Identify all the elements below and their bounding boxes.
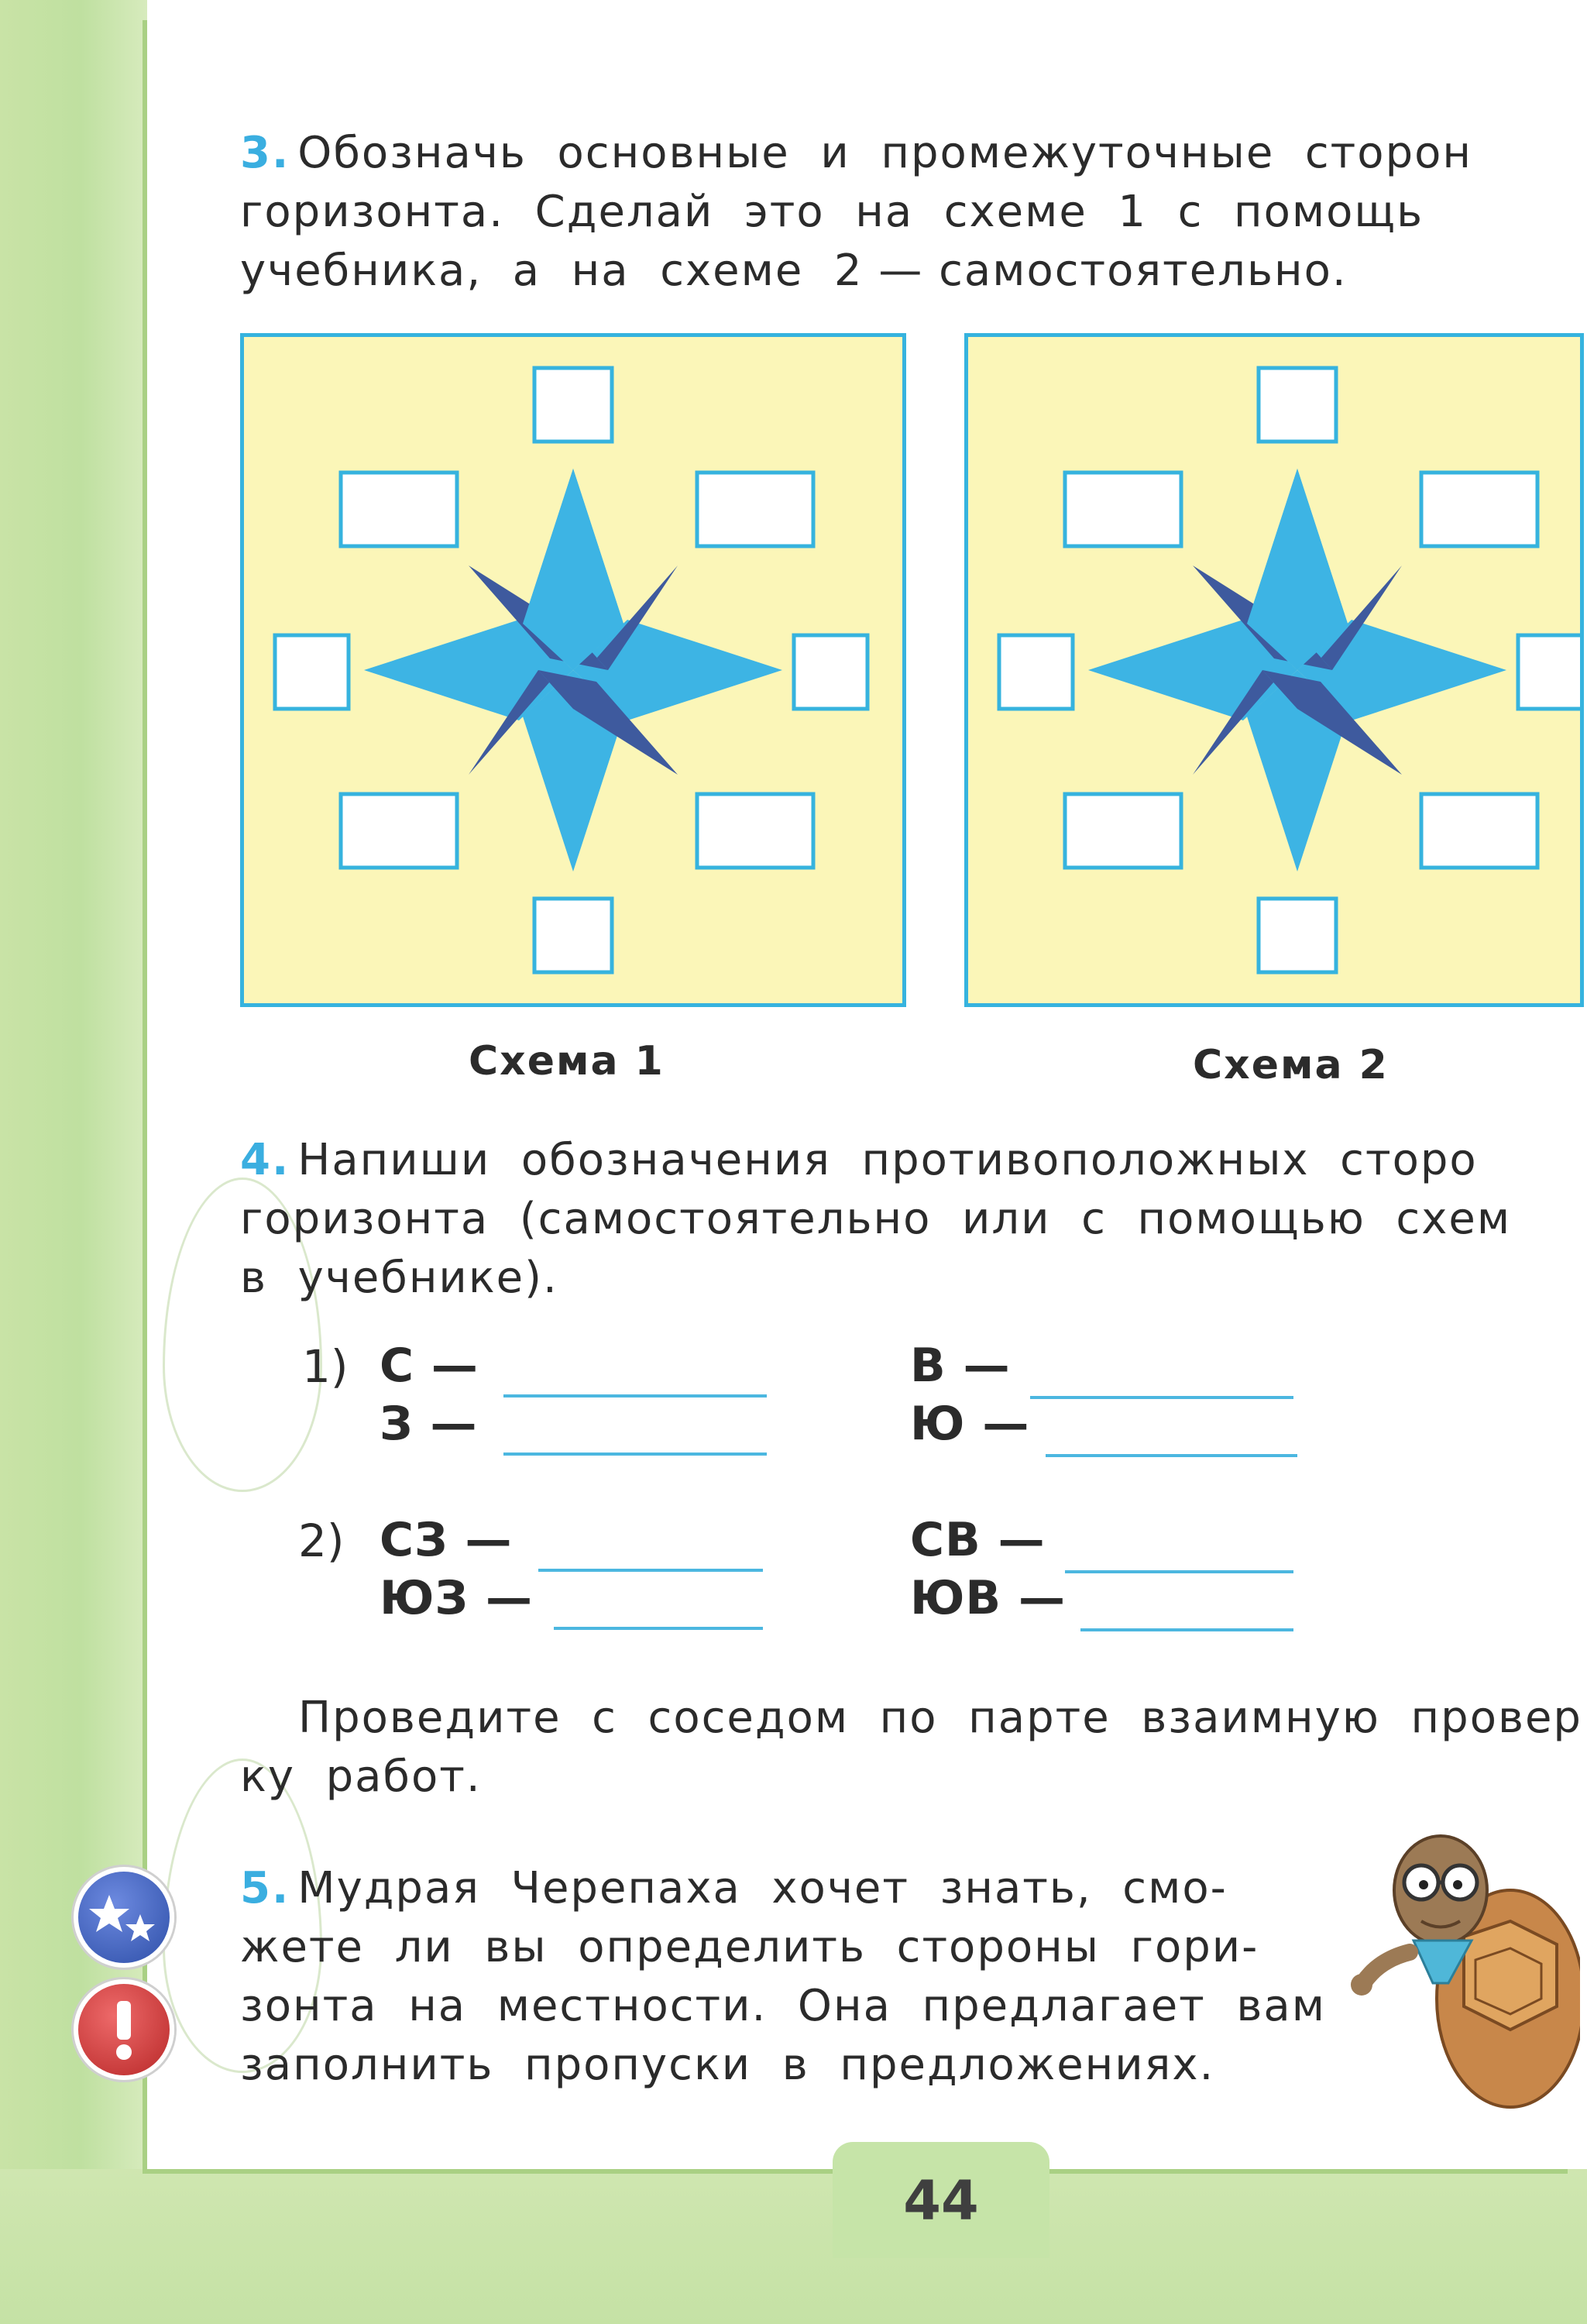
stars-badge-icon <box>74 1867 174 1968</box>
page-number: 44 <box>903 2169 979 2233</box>
task-4-text <box>240 1131 1511 1308</box>
task-line: горизонта. Сделай это на схеме 1 с помощь <box>240 187 1424 237</box>
answer-line-southeast[interactable] <box>1080 1628 1293 1631</box>
answer-line-east[interactable] <box>1030 1396 1293 1399</box>
label-box-southeast[interactable] <box>697 794 813 868</box>
scheme-1 <box>240 333 906 1007</box>
task-line: зонта на местности. Она предлагает вам <box>240 1981 1326 2031</box>
label-box-west[interactable] <box>275 635 349 709</box>
task-line: Мудрая Черепаха хочет знать, смо- <box>297 1863 1228 1913</box>
label-box-northeast[interactable] <box>1421 473 1537 546</box>
scheme-2-caption: Схема 2 <box>1193 1042 1389 1088</box>
answer-line-northeast[interactable] <box>1065 1570 1293 1573</box>
label-box-west[interactable] <box>999 635 1073 709</box>
direction-label-northeast: СВ — <box>910 1513 1046 1567</box>
direction-label-west: З — <box>380 1397 478 1451</box>
scheme-2 <box>964 333 1584 1007</box>
item-number: 2) <box>298 1514 345 1567</box>
task-line: в учебнике). <box>240 1253 558 1303</box>
task-number: 5. <box>240 1863 290 1913</box>
task-line: жете ли вы определить стороны гори- <box>240 1922 1259 1972</box>
answer-line-northwest[interactable] <box>538 1569 763 1572</box>
left-margin-band <box>0 0 147 2324</box>
task-line: ку работ. <box>240 1752 482 1802</box>
task-line: Напиши обозначения противоположных сторо <box>297 1135 1478 1185</box>
direction-label-southeast: ЮВ — <box>910 1571 1067 1625</box>
answer-line-west[interactable] <box>503 1452 767 1456</box>
label-box-southeast[interactable] <box>1421 794 1537 868</box>
exclamation-badge-icon <box>74 1979 174 2080</box>
label-box-southwest[interactable] <box>341 794 457 868</box>
answer-line-south[interactable] <box>1046 1454 1297 1457</box>
task-line: Проведите с соседом по парте взаимную провер <box>298 1693 1582 1743</box>
answer-line-north[interactable] <box>503 1394 767 1397</box>
task-5-text <box>240 1859 1326 2095</box>
task-line: заполнить пропуски в предложениях. <box>240 2040 1215 2090</box>
task-line: Обозначь основные и промежуточные сторон <box>297 128 1472 178</box>
bottom-band <box>0 2169 1587 2324</box>
direction-label-northwest: СЗ — <box>380 1513 513 1567</box>
label-box-south[interactable] <box>1259 899 1336 972</box>
item-number: 1) <box>302 1340 349 1393</box>
label-box-northeast[interactable] <box>697 473 813 546</box>
compass-rose-2 <box>968 337 1580 1003</box>
peer-check-text <box>240 1689 1582 1807</box>
task-number: 3. <box>240 128 290 178</box>
label-box-south[interactable] <box>534 899 612 972</box>
turtle-illustration <box>1332 1805 1580 2130</box>
label-box-north[interactable] <box>1259 368 1336 442</box>
task-line: учебника, а на схеме 2 — самостоятельно. <box>240 246 1348 296</box>
direction-label-south: Ю — <box>910 1397 1030 1451</box>
task-number: 4. <box>240 1135 290 1185</box>
answer-line-southwest[interactable] <box>554 1627 763 1630</box>
direction-label-southwest: ЮЗ — <box>380 1571 533 1625</box>
label-box-east[interactable] <box>1518 635 1580 709</box>
label-box-northwest[interactable] <box>1065 473 1181 546</box>
label-box-east[interactable] <box>794 635 867 709</box>
compass-rose-1 <box>244 337 902 1003</box>
task-line: горизонта (самостоятельно или с помощью схем <box>240 1194 1512 1244</box>
direction-label-north: С — <box>380 1339 479 1393</box>
direction-label-east: В — <box>910 1339 1011 1393</box>
label-box-southwest[interactable] <box>1065 794 1181 868</box>
label-box-north[interactable] <box>534 368 612 442</box>
scheme-1-caption: Схема 1 <box>469 1038 665 1085</box>
label-box-northwest[interactable] <box>341 473 457 546</box>
task-3-text <box>240 124 1472 301</box>
